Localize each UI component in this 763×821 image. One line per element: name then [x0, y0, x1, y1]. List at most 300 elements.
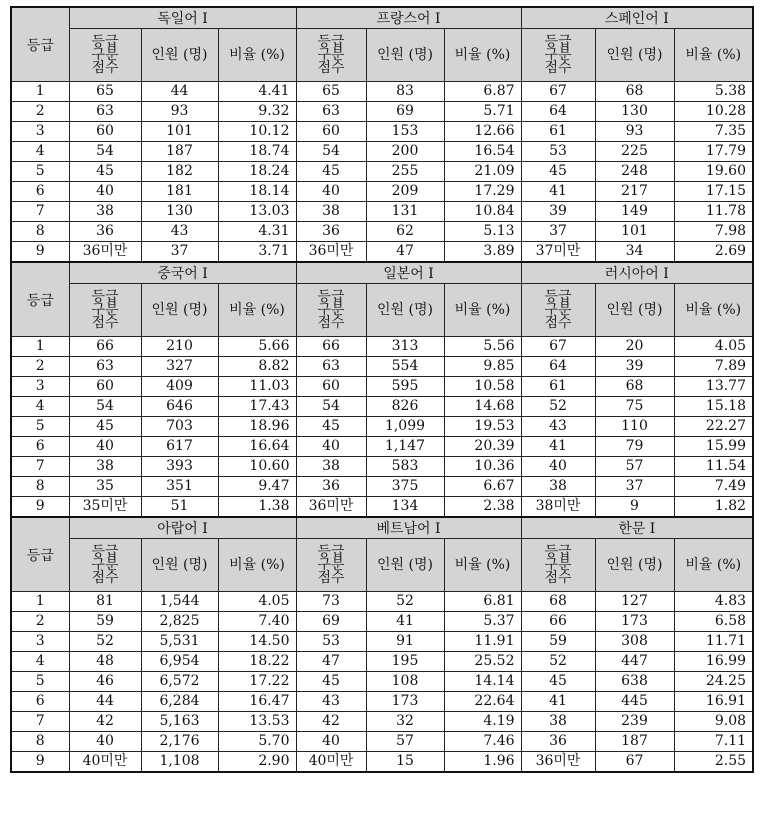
cut-score-header [521, 29, 595, 82]
language-header: 일본어 Ⅰ [296, 262, 521, 284]
cut-score-cell: 61 [521, 122, 595, 142]
count-cell: 826 [366, 397, 444, 417]
ratio-cell: 6.87 [444, 82, 521, 102]
cut-score-cell: 65 [69, 82, 141, 102]
ratio-cell: 11.71 [674, 632, 753, 652]
cut-score-cell: 35 [69, 477, 141, 497]
count-cell: 2,176 [141, 732, 218, 752]
count-cell: 1,544 [141, 592, 218, 612]
count-cell: 68 [595, 377, 674, 397]
table-row [11, 712, 753, 732]
table-row [11, 397, 753, 417]
cut-score-cell: 36 [69, 222, 141, 242]
count-cell: 131 [366, 202, 444, 222]
count-cell: 308 [595, 632, 674, 652]
ratio-header [674, 29, 753, 82]
ratio-cell: 5.38 [674, 82, 753, 102]
count-header-text: 인원 (명) [377, 46, 433, 63]
ratio-header-text: 비율 (%) [685, 556, 742, 573]
count-cell: 127 [595, 592, 674, 612]
ratio-cell: 18.14 [218, 182, 296, 202]
language-header: 한문 Ⅰ [521, 517, 753, 539]
count-cell: 554 [366, 357, 444, 377]
count-cell: 210 [141, 337, 218, 357]
table-row [11, 162, 753, 182]
cut-score-header-text: 등급 구분 점수 [544, 33, 572, 76]
table-row [11, 652, 753, 672]
grade-cell: 5 [11, 162, 69, 182]
cut-score-cell: 37미만 [521, 242, 595, 263]
cut-score-cell: 60 [296, 122, 366, 142]
grade-cell: 7 [11, 712, 69, 732]
cut-score-cell: 39 [521, 202, 595, 222]
count-cell: 173 [595, 612, 674, 632]
count-cell: 638 [595, 672, 674, 692]
count-cell: 79 [595, 437, 674, 457]
count-cell: 595 [366, 377, 444, 397]
cut-score-cell: 36 [521, 732, 595, 752]
column-header-row [11, 284, 753, 337]
count-cell: 44 [141, 82, 218, 102]
table-row [11, 377, 753, 397]
ratio-cell: 10.58 [444, 377, 521, 397]
cut-score-cell: 38 [69, 202, 141, 222]
count-cell: 255 [366, 162, 444, 182]
grade-cell: 1 [11, 337, 69, 357]
ratio-cell: 13.03 [218, 202, 296, 222]
table-row [11, 732, 753, 752]
ratio-cell: 3.71 [218, 242, 296, 263]
cut-score-header-text: 등급 구분 점수 [317, 288, 345, 331]
cut-score-cell: 40 [69, 437, 141, 457]
cut-score-cell: 36 [296, 222, 366, 242]
count-cell: 209 [366, 182, 444, 202]
ratio-cell: 21.09 [444, 162, 521, 182]
count-cell: 37 [595, 477, 674, 497]
cut-score-cell: 40미만 [296, 752, 366, 773]
grade-cell: 9 [11, 752, 69, 773]
cut-score-cell: 36미만 [296, 497, 366, 518]
ratio-cell: 4.83 [674, 592, 753, 612]
cut-score-cell: 45 [296, 162, 366, 182]
ratio-cell: 5.66 [218, 337, 296, 357]
table-row [11, 82, 753, 102]
cut-score-cell: 66 [296, 337, 366, 357]
cut-score-cell: 65 [296, 82, 366, 102]
ratio-header-text: 비율 (%) [454, 301, 511, 318]
ratio-cell: 17.22 [218, 672, 296, 692]
cut-score-cell: 45 [296, 672, 366, 692]
grade-cell: 1 [11, 592, 69, 612]
ratio-cell: 18.22 [218, 652, 296, 672]
ratio-cell: 7.46 [444, 732, 521, 752]
ratio-cell: 25.52 [444, 652, 521, 672]
cut-score-cell: 38 [296, 457, 366, 477]
cut-score-header-text: 등급 구분 점수 [317, 33, 345, 76]
table-row [11, 337, 753, 357]
ratio-cell: 7.11 [674, 732, 753, 752]
cut-score-cell: 42 [296, 712, 366, 732]
count-cell: 393 [141, 457, 218, 477]
ratio-cell: 6.58 [674, 612, 753, 632]
cut-score-header-text: 등급 구분 점수 [91, 288, 119, 331]
count-cell: 57 [366, 732, 444, 752]
count-cell: 91 [366, 632, 444, 652]
ratio-cell: 19.60 [674, 162, 753, 182]
count-cell: 1,099 [366, 417, 444, 437]
cut-score-cell: 36미만 [521, 752, 595, 773]
cut-score-cell: 53 [521, 142, 595, 162]
cut-score-cell: 52 [521, 652, 595, 672]
ratio-header-text: 비율 (%) [454, 46, 511, 63]
section-header-row [11, 517, 753, 539]
ratio-cell: 14.68 [444, 397, 521, 417]
grade-header: 등급 [11, 7, 69, 82]
cut-score-cell: 47 [296, 652, 366, 672]
section-header-row [11, 262, 753, 284]
count-header-text: 인원 (명) [606, 46, 663, 63]
cut-score-header [296, 29, 366, 82]
ratio-cell: 2.55 [674, 752, 753, 773]
cut-score-cell: 60 [69, 377, 141, 397]
ratio-cell: 5.13 [444, 222, 521, 242]
ratio-header-text: 비율 (%) [685, 46, 742, 63]
count-header [595, 539, 674, 592]
ratio-cell: 24.25 [674, 672, 753, 692]
ratio-cell: 10.60 [218, 457, 296, 477]
ratio-cell: 12.66 [444, 122, 521, 142]
ratio-cell: 16.64 [218, 437, 296, 457]
ratio-cell: 9.32 [218, 102, 296, 122]
grade-cell: 2 [11, 612, 69, 632]
ratio-header [444, 29, 521, 82]
cut-score-cell: 60 [69, 122, 141, 142]
count-cell: 47 [366, 242, 444, 263]
grade-cell: 3 [11, 377, 69, 397]
count-cell: 68 [595, 82, 674, 102]
cut-score-cell: 45 [69, 162, 141, 182]
count-cell: 153 [366, 122, 444, 142]
table-row [11, 612, 753, 632]
ratio-cell: 6.81 [444, 592, 521, 612]
count-cell: 6,954 [141, 652, 218, 672]
cut-score-cell: 63 [296, 102, 366, 122]
count-cell: 703 [141, 417, 218, 437]
count-cell: 52 [366, 592, 444, 612]
count-header-text: 인원 (명) [151, 46, 208, 63]
cut-score-cell: 64 [521, 102, 595, 122]
grade-cell: 2 [11, 357, 69, 377]
grade-cell: 4 [11, 652, 69, 672]
cut-score-cell: 35미만 [69, 497, 141, 518]
ratio-cell: 1.82 [674, 497, 753, 518]
ratio-cell: 3.89 [444, 242, 521, 263]
table-row [11, 222, 753, 242]
table-row [11, 632, 753, 652]
table-row [11, 102, 753, 122]
column-header-row [11, 29, 753, 82]
ratio-cell: 15.99 [674, 437, 753, 457]
count-cell: 2,825 [141, 612, 218, 632]
count-cell: 617 [141, 437, 218, 457]
count-header [595, 284, 674, 337]
ratio-cell: 14.50 [218, 632, 296, 652]
grade-table-container [10, 6, 754, 773]
ratio-cell: 17.29 [444, 182, 521, 202]
table-row [11, 202, 753, 222]
cut-score-cell: 63 [69, 102, 141, 122]
count-cell: 351 [141, 477, 218, 497]
ratio-header [218, 284, 296, 337]
count-header-text: 인원 (명) [606, 301, 663, 318]
ratio-header-text: 비율 (%) [229, 556, 285, 573]
count-cell: 110 [595, 417, 674, 437]
grade-cell: 7 [11, 202, 69, 222]
count-cell: 248 [595, 162, 674, 182]
language-header: 스페인어 Ⅰ [521, 7, 753, 29]
ratio-cell: 4.41 [218, 82, 296, 102]
grade-cell: 8 [11, 222, 69, 242]
count-cell: 239 [595, 712, 674, 732]
ratio-cell: 9.08 [674, 712, 753, 732]
ratio-cell: 4.05 [218, 592, 296, 612]
cut-score-cell: 41 [521, 182, 595, 202]
ratio-header-text: 비율 (%) [229, 301, 285, 318]
count-cell: 200 [366, 142, 444, 162]
cut-score-cell: 40 [296, 182, 366, 202]
cut-score-cell: 36 [296, 477, 366, 497]
cut-score-cell: 40 [521, 457, 595, 477]
ratio-cell: 5.37 [444, 612, 521, 632]
grade-cell: 2 [11, 102, 69, 122]
cut-score-cell: 45 [296, 417, 366, 437]
cut-score-cell: 38 [521, 712, 595, 732]
cut-score-cell: 48 [69, 652, 141, 672]
ratio-cell: 20.39 [444, 437, 521, 457]
cut-score-cell: 64 [521, 357, 595, 377]
cut-score-cell: 54 [69, 142, 141, 162]
cut-score-header [296, 539, 366, 592]
ratio-cell: 18.96 [218, 417, 296, 437]
table-row [11, 752, 753, 773]
cut-score-header [69, 284, 141, 337]
count-cell: 37 [141, 242, 218, 263]
ratio-cell: 11.54 [674, 457, 753, 477]
count-header [366, 284, 444, 337]
grade-header: 등급 [11, 517, 69, 592]
ratio-cell: 4.19 [444, 712, 521, 732]
grade-cell: 3 [11, 122, 69, 142]
ratio-cell: 13.53 [218, 712, 296, 732]
cut-score-cell: 67 [521, 337, 595, 357]
cut-score-cell: 42 [69, 712, 141, 732]
cut-score-cell: 38 [69, 457, 141, 477]
count-cell: 6,572 [141, 672, 218, 692]
cut-score-cell: 59 [69, 612, 141, 632]
ratio-cell: 7.89 [674, 357, 753, 377]
cut-score-cell: 38 [521, 477, 595, 497]
cut-score-cell: 40 [296, 732, 366, 752]
ratio-cell: 1.96 [444, 752, 521, 773]
cut-score-header-text: 등급 구분 점수 [544, 288, 572, 331]
column-header-row [11, 539, 753, 592]
ratio-cell: 7.40 [218, 612, 296, 632]
ratio-header [218, 29, 296, 82]
language-header: 러시아어 Ⅰ [521, 262, 753, 284]
cut-score-cell: 43 [296, 692, 366, 712]
cut-score-cell: 40 [296, 437, 366, 457]
table-row [11, 497, 753, 518]
count-cell: 108 [366, 672, 444, 692]
cut-score-header-text: 등급 구분 점수 [317, 543, 345, 586]
count-header [141, 539, 218, 592]
ratio-cell: 17.43 [218, 397, 296, 417]
ratio-cell: 4.05 [674, 337, 753, 357]
ratio-cell: 2.69 [674, 242, 753, 263]
cut-score-cell: 61 [521, 377, 595, 397]
count-header [595, 29, 674, 82]
cut-score-cell: 63 [296, 357, 366, 377]
ratio-cell: 5.56 [444, 337, 521, 357]
count-header [141, 284, 218, 337]
grade-cell: 5 [11, 672, 69, 692]
count-cell: 39 [595, 357, 674, 377]
grade-cell: 4 [11, 142, 69, 162]
count-cell: 130 [141, 202, 218, 222]
ratio-cell: 16.47 [218, 692, 296, 712]
count-cell: 187 [141, 142, 218, 162]
ratio-header [444, 539, 521, 592]
cut-score-header [69, 539, 141, 592]
count-cell: 149 [595, 202, 674, 222]
ratio-cell: 16.54 [444, 142, 521, 162]
ratio-header [674, 284, 753, 337]
count-cell: 93 [141, 102, 218, 122]
ratio-cell: 16.91 [674, 692, 753, 712]
cut-score-cell: 38미만 [521, 497, 595, 518]
table-row [11, 357, 753, 377]
count-header-text: 인원 (명) [377, 556, 433, 573]
ratio-header-text: 비율 (%) [454, 556, 511, 573]
table-row [11, 242, 753, 263]
cut-score-cell: 45 [521, 672, 595, 692]
count-cell: 1,108 [141, 752, 218, 773]
ratio-cell: 11.91 [444, 632, 521, 652]
ratio-cell: 10.12 [218, 122, 296, 142]
cut-score-cell: 46 [69, 672, 141, 692]
ratio-cell: 14.14 [444, 672, 521, 692]
grade-cell: 9 [11, 242, 69, 263]
count-cell: 32 [366, 712, 444, 732]
count-cell: 327 [141, 357, 218, 377]
cut-score-cell: 73 [296, 592, 366, 612]
ratio-cell: 7.98 [674, 222, 753, 242]
cut-score-cell: 45 [69, 417, 141, 437]
count-cell: 15 [366, 752, 444, 773]
count-cell: 67 [595, 752, 674, 773]
count-header [366, 29, 444, 82]
count-cell: 43 [141, 222, 218, 242]
grade-cell: 3 [11, 632, 69, 652]
cut-score-header [69, 29, 141, 82]
language-header: 아랍어 Ⅰ [69, 517, 296, 539]
count-cell: 5,531 [141, 632, 218, 652]
grade-cell: 6 [11, 692, 69, 712]
count-cell: 69 [366, 102, 444, 122]
count-cell: 173 [366, 692, 444, 712]
ratio-cell: 8.82 [218, 357, 296, 377]
count-cell: 20 [595, 337, 674, 357]
grade-cell: 4 [11, 397, 69, 417]
grade-cell: 5 [11, 417, 69, 437]
count-header [141, 29, 218, 82]
ratio-cell: 13.77 [674, 377, 753, 397]
grade-cell: 6 [11, 182, 69, 202]
cut-score-cell: 60 [296, 377, 366, 397]
cut-score-cell: 36미만 [69, 242, 141, 263]
ratio-header-text: 비율 (%) [229, 46, 285, 63]
ratio-cell: 10.28 [674, 102, 753, 122]
count-cell: 6,284 [141, 692, 218, 712]
count-header-text: 인원 (명) [151, 301, 208, 318]
count-cell: 93 [595, 122, 674, 142]
count-cell: 9 [595, 497, 674, 518]
count-cell: 83 [366, 82, 444, 102]
cut-score-cell: 36미만 [296, 242, 366, 263]
count-header [366, 539, 444, 592]
count-cell: 1,147 [366, 437, 444, 457]
table-row [11, 477, 753, 497]
cut-score-cell: 37 [521, 222, 595, 242]
cut-score-cell: 40미만 [69, 752, 141, 773]
count-cell: 313 [366, 337, 444, 357]
count-cell: 75 [595, 397, 674, 417]
language-header: 중국어 Ⅰ [69, 262, 296, 284]
ratio-cell: 18.24 [218, 162, 296, 182]
ratio-cell: 22.27 [674, 417, 753, 437]
ratio-cell: 17.15 [674, 182, 753, 202]
count-cell: 187 [595, 732, 674, 752]
ratio-cell: 9.85 [444, 357, 521, 377]
count-cell: 57 [595, 457, 674, 477]
cut-score-header [521, 284, 595, 337]
table-row [11, 182, 753, 202]
cut-score-header [521, 539, 595, 592]
table-row [11, 692, 753, 712]
ratio-header [444, 284, 521, 337]
count-cell: 101 [595, 222, 674, 242]
table-row [11, 437, 753, 457]
ratio-cell: 18.74 [218, 142, 296, 162]
count-cell: 447 [595, 652, 674, 672]
count-cell: 583 [366, 457, 444, 477]
ratio-cell: 22.64 [444, 692, 521, 712]
ratio-cell: 2.38 [444, 497, 521, 518]
cut-score-cell: 38 [296, 202, 366, 222]
count-cell: 217 [595, 182, 674, 202]
ratio-cell: 7.35 [674, 122, 753, 142]
table-row [11, 122, 753, 142]
cut-score-cell: 53 [296, 632, 366, 652]
count-cell: 375 [366, 477, 444, 497]
cut-score-cell: 54 [296, 397, 366, 417]
count-cell: 34 [595, 242, 674, 263]
ratio-cell: 9.47 [218, 477, 296, 497]
cut-score-cell: 66 [69, 337, 141, 357]
ratio-header [674, 539, 753, 592]
count-cell: 134 [366, 497, 444, 518]
grade-cell: 1 [11, 82, 69, 102]
